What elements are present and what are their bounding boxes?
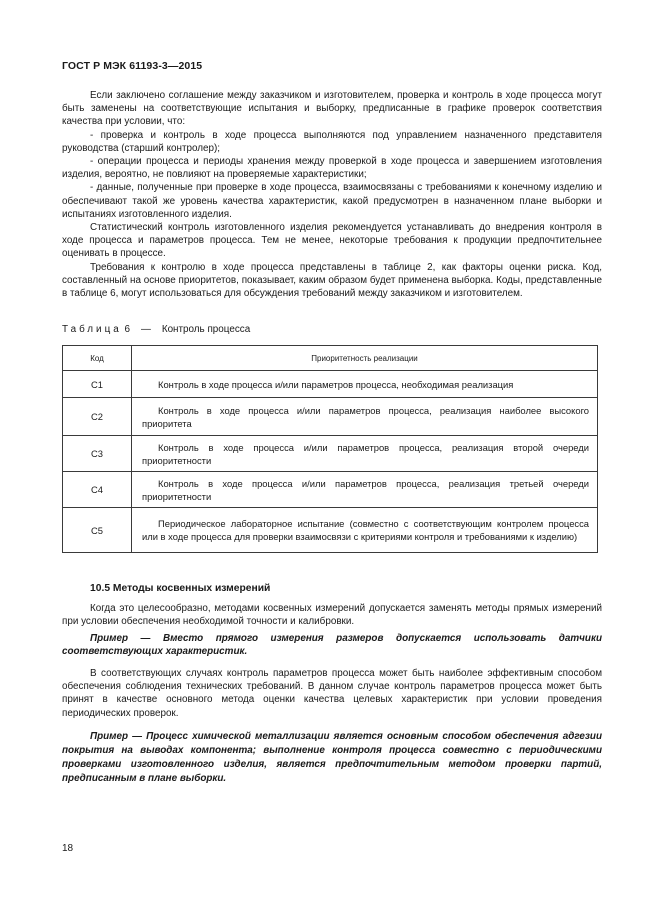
- row-code: C3: [63, 436, 132, 472]
- table-caption-title: Контроль процесса: [161, 324, 251, 335]
- intro-paragraph: Если заключено соглашение между заказчиком и изготовителем, проверка и контроль в ходе процесса могут быть заменены на соответствующие испытания и выборку, предписанные в графике проверок соответствия качества при условии, что:: [62, 90, 602, 128]
- bullet-item: - операции процесса и периоды хранения между проверкой в ходе процесса и завершением изготовления изделия, вероятно, не повлияют на проверяемые характеристики;: [62, 156, 602, 181]
- section-title: 10.5 Методы косвенных измерений: [90, 583, 271, 594]
- row-code: C5: [63, 508, 132, 553]
- table-row: [63, 371, 598, 398]
- body-paragraph: Требования к контролю в ходе процесса представлены в таблице 2, как факторы оценки риска. Код, составленный на основе приоритетов, показывает, каким образом будет применена выборка. Коды, представленные в таблице 6, могут использоваться для обсуждения требований между заказчиком и изготовителем.: [62, 261, 602, 300]
- table-caption: [62, 323, 250, 336]
- table-row: [63, 398, 598, 436]
- table-row: [63, 508, 598, 553]
- row-code: C2: [63, 398, 132, 436]
- column-header-code: Код: [63, 346, 132, 371]
- table-caption-label: Таблица: [62, 324, 122, 335]
- table-caption-dash: —: [140, 324, 151, 335]
- page-number: 18: [62, 843, 74, 854]
- section-paragraph: В соответствующих случаях контроль параметров процесса может быть наиболее эффективным способом обеспечения соблюдения технических требований. В данном случае контроль параметров процесса может быть принят в качестве основного метода оценки качества целевых характеристик при условии проведения периодических проверок.: [62, 667, 602, 719]
- section-paragraph: Когда это целесообразно, методами косвенных измерений допускается заменять методы прямых измерений при условии обеспечения необходимой точности и калибровки.: [62, 603, 602, 628]
- bullet-item: - данные, полученные при проверке в ходе процесса, взаимосвязаны с требованиями к конечному изделию и обеспечивают такой же уровень качества характеристик, какой предусмотрен в назначенном плане выборки и испытаниях изготовленного изделия.: [62, 182, 602, 220]
- standard-header: ГОСТ Р МЭК 61193-3—2015: [62, 60, 203, 72]
- table-row: [63, 436, 598, 472]
- row-code: C1: [63, 371, 132, 398]
- row-priority: Контроль в ходе процесса и/или параметров процесса, реализация наиболее высокого приоритета: [132, 398, 598, 436]
- row-priority: Контроль в ходе процесса и/или параметров процесса, реализация третьей очереди приоритетности: [132, 472, 598, 508]
- table-caption-number: 6: [124, 324, 130, 335]
- example-note: Пример — Процесс химической металлизации является основным способом обеспечения адгезии покрытия на выводах компонента; выполнение контроля процесса совместно с периодическими проверками изготовленного изделия, является предпочтительным методом проверки партий, предписанным в плане выборки.: [62, 731, 602, 784]
- column-header-priority: Приоритетность реализации: [132, 346, 598, 371]
- intro-block: [62, 89, 602, 300]
- body-paragraph: Статистический контроль изготовленного изделия рекомендуется устанавливать до внедрения контроля в ходе процесса и параметров процесса. Тем не менее, некоторые требования к продукции предпочтительнее оценивать в процессе.: [62, 222, 602, 260]
- row-priority: Контроль в ходе процесса и/или параметров процесса, реализация второй очереди приоритетности: [132, 436, 598, 472]
- process-control-table: [62, 345, 598, 553]
- table-row: [63, 472, 598, 508]
- bullet-item: - проверка и контроль в ходе процесса выполняются под управлением назначенного представителя руководства (старший контролер);: [62, 129, 602, 154]
- row-priority: Периодическое лабораторное испытание (совместно с соответствующим контролем процесса или в ходе процесса для проверки взаимосвязи с критериями контроля и требованиями к изделию): [132, 508, 598, 553]
- section-body: [62, 602, 602, 785]
- row-code: C4: [63, 472, 132, 508]
- row-priority: Контроль в ходе процесса и/или параметров процесса, необходимая реализация: [132, 371, 598, 398]
- example-note: Пример — Вместо прямого измерения размеров допускается использовать датчики соответствующих характеристик.: [62, 632, 602, 658]
